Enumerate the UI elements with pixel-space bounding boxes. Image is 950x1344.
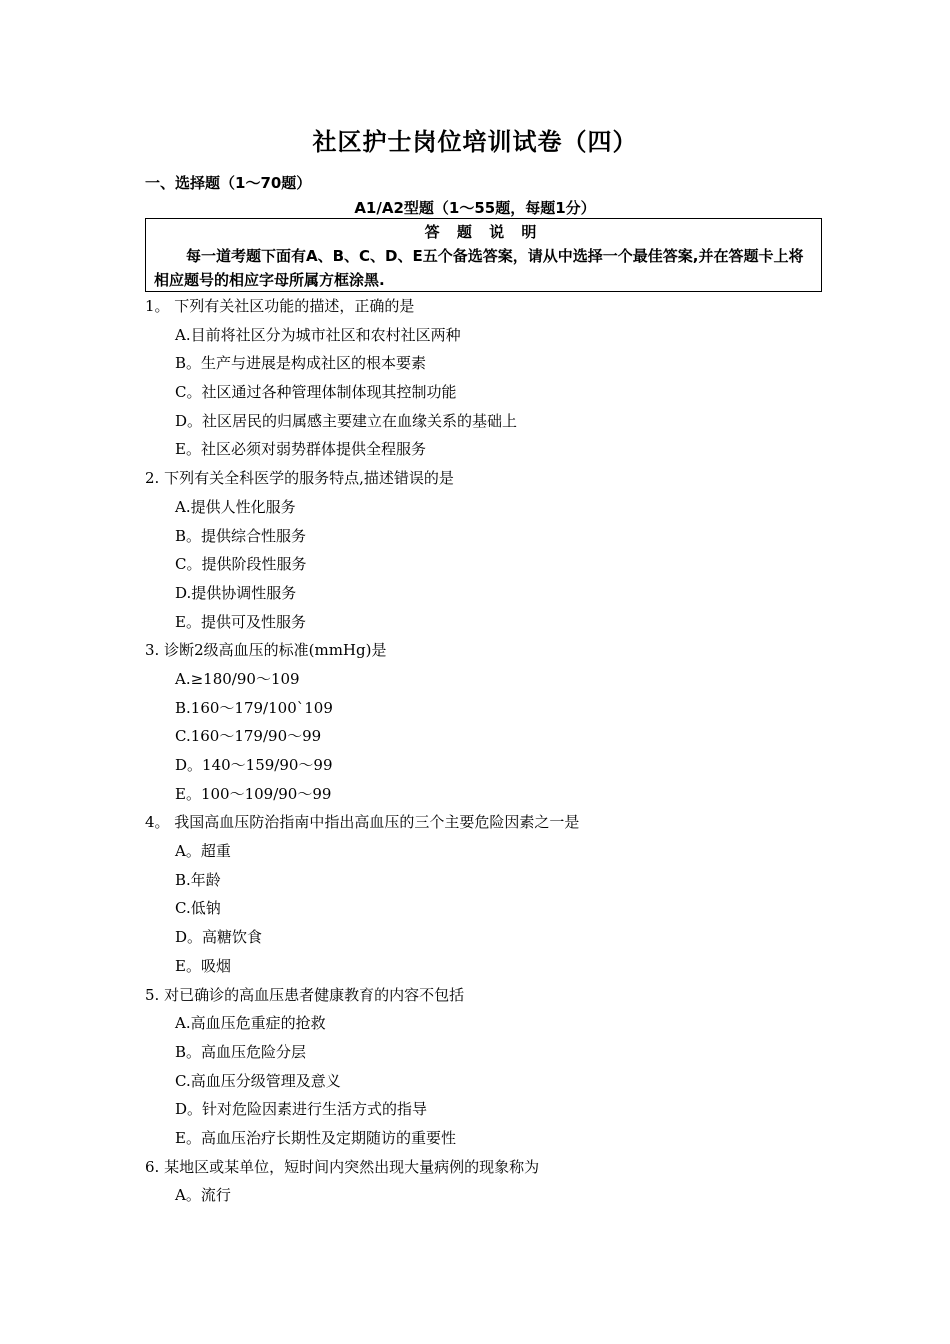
section-heading: 一、选择题（1～70题） bbox=[145, 174, 312, 192]
answer-option: D。社区居民的归属感主要建立在血缘关系的基础上 bbox=[175, 411, 518, 430]
question-stem: 2. 下列有关全科医学的服务特点,描述错误的是 bbox=[145, 469, 454, 488]
page-title: 社区护士岗位培训试卷（四） bbox=[312, 128, 638, 156]
answer-option: B.160～179/100`109 bbox=[175, 698, 333, 717]
question-stem: 6. 某地区或某单位，短时间内突然出现大量病例的现象称为 bbox=[145, 1157, 540, 1176]
answer-option: C.低钠 bbox=[175, 899, 221, 918]
question-list bbox=[145, 292, 835, 1210]
instructions-box bbox=[145, 218, 822, 292]
question-stem: 3. 诊断2级高血压的标准(mmHg)是 bbox=[145, 641, 387, 660]
question-stem: 4。 我国高血压防治指南中指出高血压的三个主要危险因素之一是 bbox=[145, 813, 580, 832]
answer-option: E。社区必须对弱势群体提供全程服务 bbox=[175, 440, 426, 459]
answer-option: A.高血压危重症的抢救 bbox=[175, 1014, 326, 1033]
answer-option: B。提供综合性服务 bbox=[175, 526, 307, 545]
answer-option: A.目前将社区分为城市社区和农村社区两种 bbox=[175, 325, 461, 344]
answer-option: A。超重 bbox=[175, 842, 231, 861]
question-stem: 1。 下列有关社区功能的描述，正确的是 bbox=[145, 297, 415, 315]
answer-option: A。流行 bbox=[175, 1186, 231, 1205]
answer-option: E。高血压治疗长期性及定期随访的重要性 bbox=[175, 1128, 456, 1147]
answer-option: B。高血压危险分层 bbox=[175, 1042, 307, 1061]
question-stem: 5. 对已确诊的高血压患者健康教育的内容不包括 bbox=[145, 985, 465, 1004]
instructions-title: 答 题 说 明 bbox=[424, 223, 543, 241]
answer-option: C。提供阶段性服务 bbox=[175, 555, 307, 574]
answer-option: D.提供协调性服务 bbox=[175, 583, 297, 602]
instructions-body: 每一道考题下面有A、B、C、D、E五个备选答案，请从中选择一个最佳答案,并在答题卡上将相应题号的相应字母所属方框涂黑. bbox=[154, 247, 804, 289]
answer-option: E。吸烟 bbox=[175, 956, 231, 975]
answer-option: D。高糖饮食 bbox=[175, 928, 263, 947]
answer-option: D。针对危险因素进行生活方式的指导 bbox=[175, 1100, 428, 1119]
answer-option: C.高血压分级管理及意义 bbox=[175, 1071, 341, 1090]
answer-option: B.年龄 bbox=[175, 870, 221, 889]
answer-option: B。生产与进展是构成社区的根本要素 bbox=[175, 354, 427, 373]
answer-option: D。140～159/90～99 bbox=[175, 756, 333, 774]
answer-option: A.提供人性化服务 bbox=[175, 497, 296, 516]
answer-option: C.160～179/90～99 bbox=[175, 727, 322, 746]
answer-option: C。社区通过各种管理体制体现其控制功能 bbox=[175, 383, 457, 402]
question-type-heading: A1/A2型题（1～55题，每题1分） bbox=[354, 199, 596, 217]
answer-option: A.≥180/90～109 bbox=[175, 669, 300, 688]
answer-option: E。提供可及性服务 bbox=[175, 612, 306, 631]
answer-option: E。100～109/90～99 bbox=[175, 784, 332, 803]
